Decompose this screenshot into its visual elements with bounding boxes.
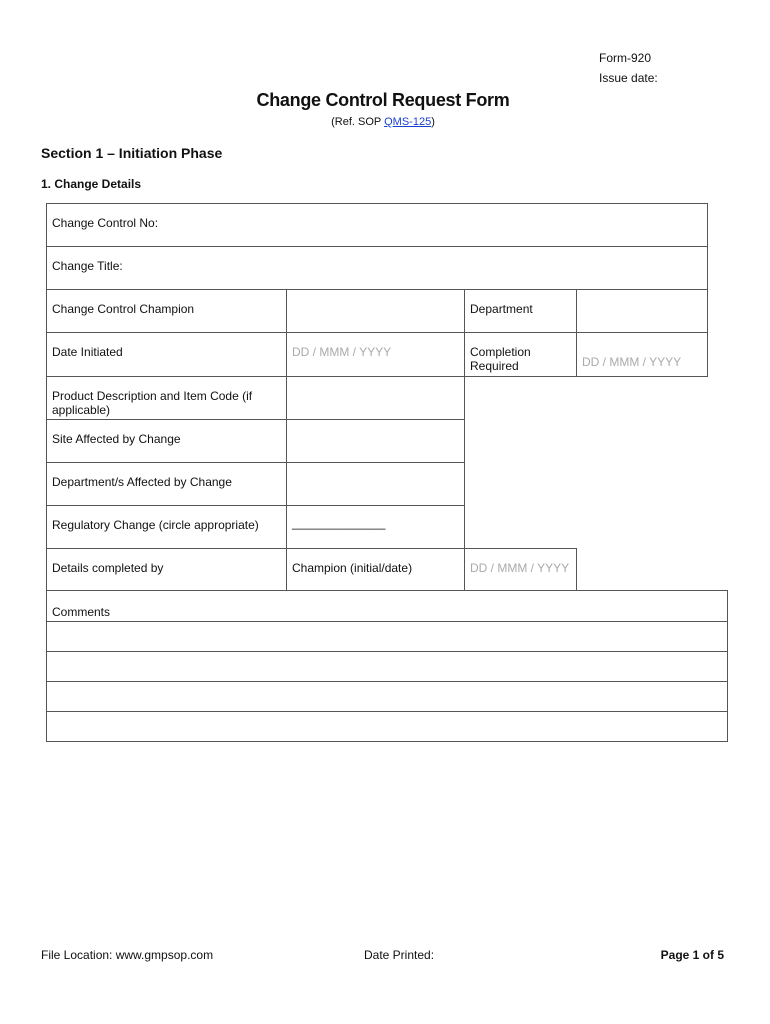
regulatory-input[interactable] [286,505,465,549]
champion-initial-label: Champion (initial/date) [292,561,413,575]
champion-date-placeholder: DD / MMM / YYYY [470,561,570,575]
comments-line-4[interactable] [46,711,728,742]
champion-label: Change Control Champion [52,302,195,316]
department-label: Department [470,302,533,316]
comments-line-1[interactable] [46,621,728,652]
subsection-title: 1. Change Details [41,177,142,191]
date-printed: Date Printed: [364,948,435,962]
product-label-cell [46,376,287,420]
champion-label-cell [46,289,287,333]
comments-line-2[interactable] [46,651,728,682]
departments-label-cell [46,462,287,506]
date-initiated-placeholder: DD / MMM / YYYY [292,345,392,359]
departments-input[interactable] [286,462,465,506]
change-title-label: Change Title: [52,259,123,273]
page-title: Change Control Request Form [256,90,510,110]
regulatory-label: Regulatory Change (circle appropriate) [52,518,259,532]
sop-link[interactable]: QMS-125 [384,116,432,128]
champion-input[interactable] [286,289,465,333]
completion-date-placeholder: DD / MMM / YYYY [582,355,682,369]
department-input[interactable] [576,289,708,333]
date-initiated-label-cell [46,332,287,377]
champion-date-input[interactable] [464,548,577,591]
comments-label: Comments [52,605,111,619]
regulatory-value: ______________ [292,516,386,530]
form-number: Form-920 [599,51,652,65]
date-initiated-label: Date Initiated [52,345,123,359]
details-by-label: Details completed by [52,561,164,575]
issue-date-label: Issue date: [599,71,658,85]
completion-label: Completion Required [470,345,531,373]
comments-header [46,590,728,622]
change-title-field[interactable] [46,246,708,290]
product-label: Product Description and Item Code (if applicable) [52,389,253,417]
page-number: Page 1 of 5 [660,948,724,962]
section-title: Section 1 – Initiation Phase [41,145,223,161]
product-input[interactable] [286,376,465,420]
comments-line-3[interactable] [46,681,728,712]
site-label-cell [46,419,287,463]
completion-date-input[interactable] [576,332,708,377]
change-control-no-field[interactable] [46,203,708,247]
date-initiated-input[interactable] [286,332,465,377]
champion-initial-label-cell [286,548,465,591]
sop-reference [0,116,766,128]
regulatory-label-cell [46,505,287,549]
ref-prefix: (Ref. SOP [331,116,385,128]
change-control-no-label: Change Control No: [52,216,159,230]
site-label: Site Affected by Change [52,432,181,446]
ref-suffix: ) [431,116,435,128]
completion-label-cell [464,332,577,377]
site-input[interactable] [286,419,465,463]
departments-label: Department/s Affected by Change [52,475,232,489]
details-by-label-cell [46,548,287,591]
department-label-cell [464,289,577,333]
file-location: File Location: www.gmpsop.com [41,948,214,962]
